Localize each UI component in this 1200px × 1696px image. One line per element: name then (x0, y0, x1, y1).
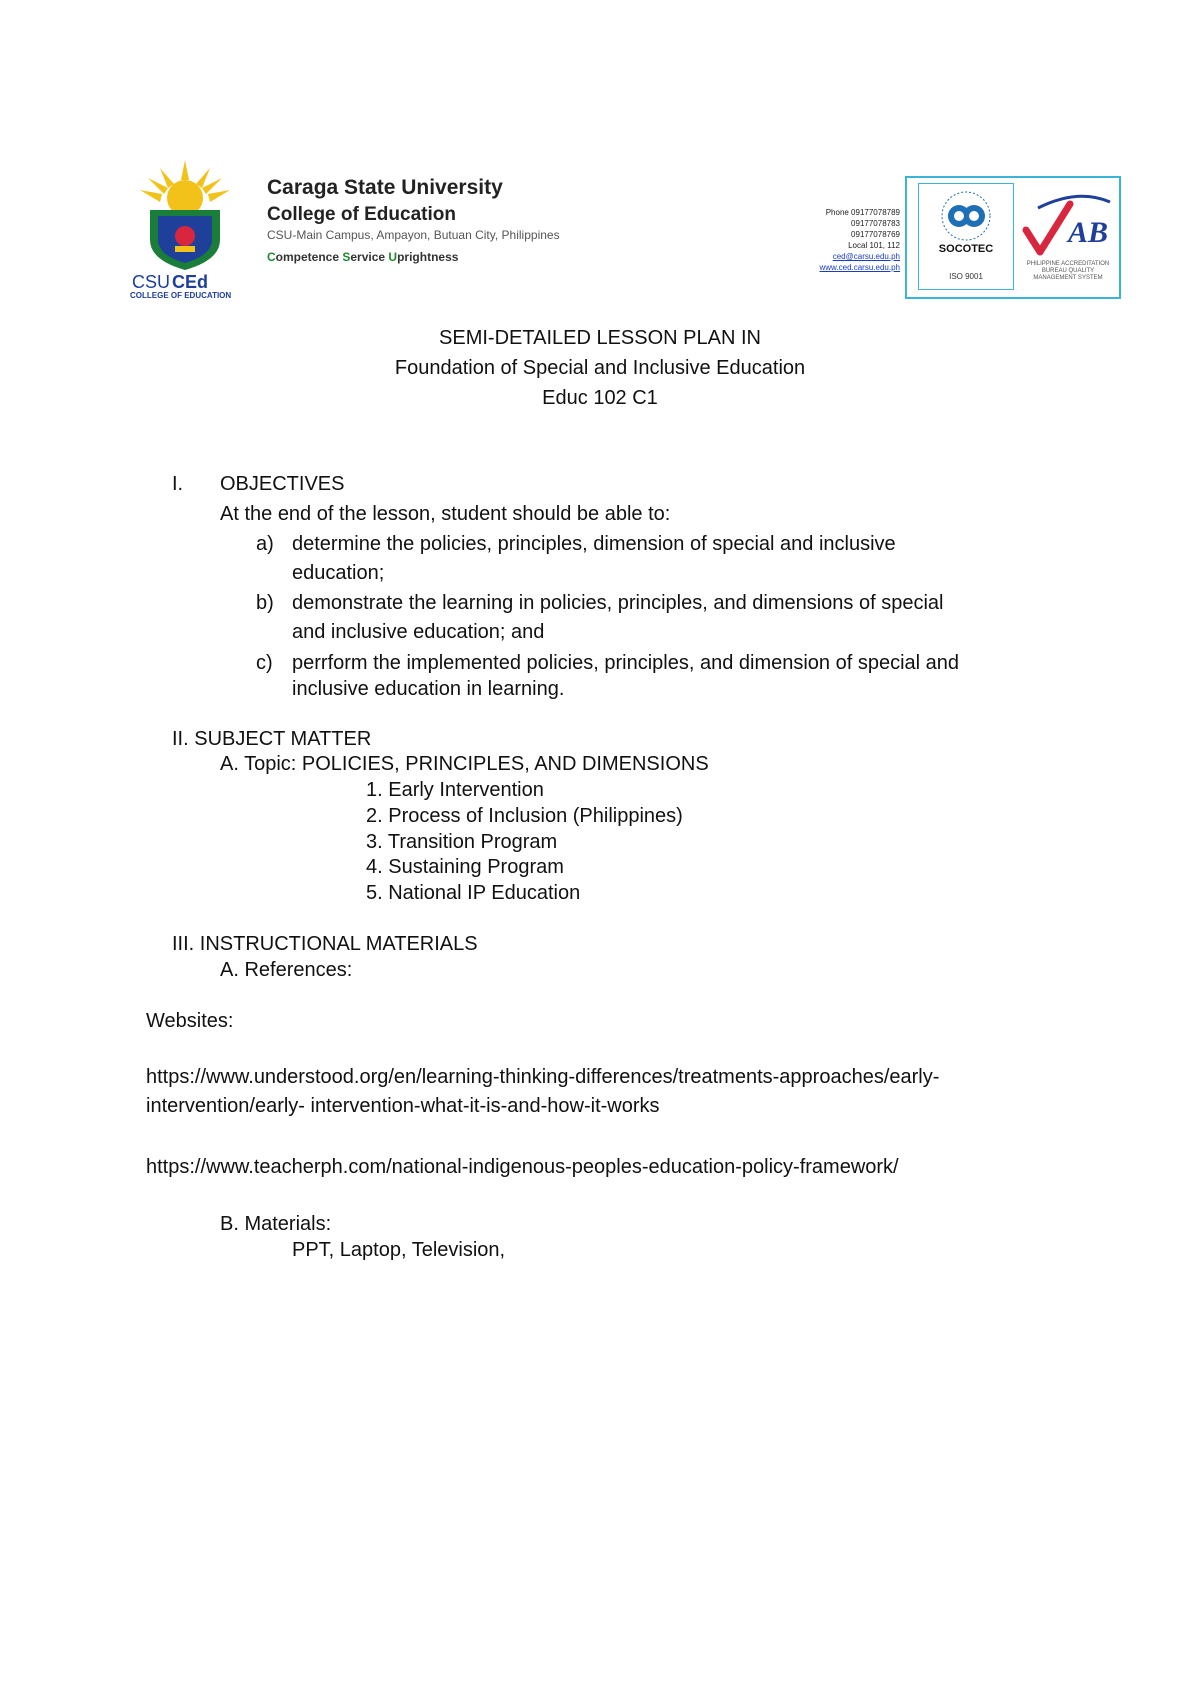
reference-link-understood[interactable]: intervention/early- intervention-what-it-is-and-how-it-works (146, 1095, 660, 1117)
university-name: Caraga State University (267, 176, 503, 199)
objectives-heading: OBJECTIVES (220, 473, 345, 495)
objective-marker: b) (256, 592, 274, 614)
contact-phone: 09177078769 (851, 230, 900, 239)
topic-list-item: 4. Sustaining Program (366, 856, 564, 878)
objectives-numeral: I. (172, 473, 184, 495)
ab-accreditation-mark (1018, 190, 1118, 270)
objective-marker: c) (256, 652, 273, 674)
objectives-intro: At the end of the lesson, student should be able to: (220, 503, 671, 525)
reference-link-understood[interactable]: https://www.understood.org/en/learning-thinking-differences/treatments-approaches/early- (146, 1066, 940, 1088)
ab-text: AB (1068, 216, 1109, 249)
checkmark-icon (1018, 190, 1118, 262)
subject-matter-heading: II. SUBJECT MATTER (172, 728, 372, 750)
campus-address: CSU-Main Campus, Ampayon, Butuan City, Philippines (267, 228, 560, 242)
websites-label: Websites: (146, 1010, 234, 1032)
socotec-label: SOCOTEC (938, 243, 994, 255)
contact-website-link[interactable]: www.ced.carsu.edu.ph (819, 263, 900, 272)
motto: Competence Service Uprightness (267, 250, 459, 264)
logo-ced-text: CEd (172, 272, 208, 292)
objective-text: demonstrate the learning in policies, principles, and dimensions of special (292, 592, 944, 614)
objective-text: and inclusive education; and (292, 621, 545, 643)
logo-csu-text: CSU (132, 272, 171, 292)
sun-rays-icon (140, 160, 230, 216)
topic-list-item: 1. Early Intervention (366, 779, 544, 801)
objective-text: determine the policies, principles, dimension of special and inclusive (292, 533, 896, 555)
topic-list-item: 3. Transition Program (366, 831, 558, 853)
course-code: Educ 102 C1 (542, 387, 658, 409)
college-logo (130, 160, 240, 300)
socotec-icon (919, 184, 1013, 244)
materials-label: B. Materials: (220, 1213, 332, 1235)
topic-list-item: 2. Process of Inclusion (Philippines) (366, 805, 683, 827)
contact-info (790, 207, 900, 273)
ab-subtitle: PHILIPPINE ACCREDITATION BUREAU QUALITY MANAGEMENT SYSTEM (1026, 261, 1110, 281)
iso-label: ISO 9001 (949, 272, 983, 281)
references-label: A. References: (220, 959, 353, 981)
objective-text: perrform the implemented policies, principles, and dimension of special and (292, 652, 960, 674)
objective-marker: a) (256, 533, 274, 555)
materials-list: PPT, Laptop, Television, (292, 1239, 506, 1261)
college-name: College of Education (267, 204, 456, 225)
objective-text: inclusive education in learning. (292, 678, 565, 700)
course-title: Foundation of Special and Inclusive Education (394, 357, 806, 379)
contact-phone: Phone 09177078789 (825, 208, 900, 217)
logo-college-text: COLLEGE OF EDUCATION (130, 291, 232, 300)
contact-local: Local 101, 112 (848, 241, 900, 250)
lesson-plan-title: SEMI-DETAILED LESSON PLAN IN (439, 327, 761, 349)
reference-link-teacherph[interactable]: https://www.teacherph.com/national-indigenous-peoples-education-policy-framework/ (146, 1156, 899, 1178)
objective-text: education; (292, 562, 385, 584)
instructional-materials-heading: III. INSTRUCTIONAL MATERIALS (172, 933, 478, 955)
subject-topic: A. Topic: POLICIES, PRINCIPLES, AND DIMENSIONS (220, 753, 709, 775)
contact-phone: 09177078783 (851, 219, 900, 228)
contact-email-link[interactable]: ced@carsu.edu.ph (832, 252, 900, 261)
topic-list-item: 5. National IP Education (366, 882, 581, 904)
